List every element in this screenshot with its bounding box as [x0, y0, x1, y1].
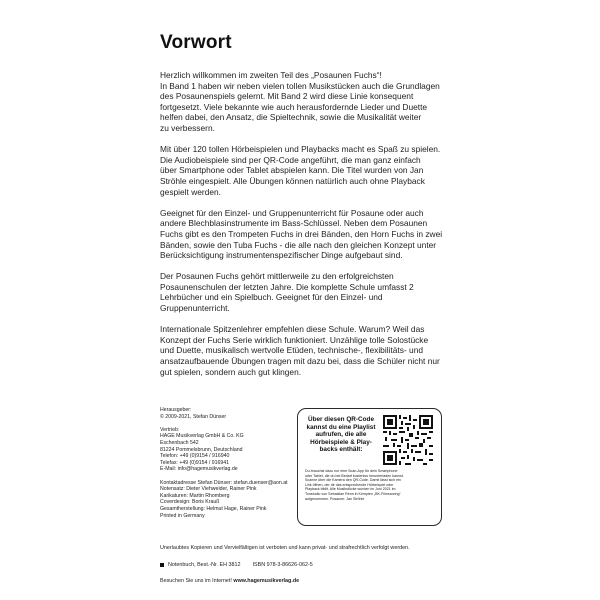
paragraph-welcome	[160, 70, 445, 134]
imprint-line: Telefon: +49 (0)9154 / 916940	[160, 453, 230, 460]
imprint-line: Vertrieb:	[160, 426, 180, 433]
qr-headline	[306, 416, 376, 454]
qr-text-line: oder Tablet, die du bei Bedarf kostenlos herunterladen kannst.	[305, 473, 404, 478]
qr-description	[305, 469, 433, 501]
text-line: Ströhle eingespielt. Alle Übungen können natürlich auch ohne Playback	[160, 175, 425, 186]
text-line: Lehrbücher und ein Spielbuch. Geeignet für den Einzel- und Gruppenunterricht.	[160, 292, 383, 314]
text-line: ansatzaufbauende Übungen tragen mit dazu bei, dass die Schüler nicht nur	[160, 356, 440, 367]
order-info	[160, 562, 450, 568]
imprint-line: Karikaturen: Martin Rhomberg	[160, 492, 230, 499]
qr-text-line: Scanne über die Kamera den QR-Code. Damit lässt sich ein	[305, 478, 401, 483]
text-line: zu verbessern.	[160, 122, 215, 133]
imprint-line: Notensatz: Dieter Viehweider, Rainer Pink	[160, 486, 257, 493]
imprint-line: 81224 Pommelsbrunn, Deutschland	[160, 446, 243, 453]
imprint-line: Eschenbach 542	[160, 439, 199, 446]
website-label: Besuchen Sie uns im Internet!	[160, 578, 234, 584]
paragraph-recommendation	[160, 324, 445, 377]
qr-text-line: Du brauchst dazu nur eine Scan-App für dein Smartphone	[305, 469, 398, 473]
text-line: des Posaunenspiels gelernt. Mit Band 2 wird diese Linie konsequent	[160, 91, 414, 102]
text-line: Internationale Spitzenlehrer empfehlen diese Schule. Warum? Weil das	[160, 324, 425, 335]
text-line: fortgesetzt. Viele bekannte wie auch herausfordernde Lieder und Duette	[160, 101, 428, 112]
text-line: über Smartphone oder Tablet abspielen kann. Die Titel wurden von Jan	[160, 165, 424, 176]
imprint-distribution	[160, 427, 295, 473]
qr-headline-line: Über diesen QR-Code	[307, 416, 375, 423]
imprint-line: © 2009-2021, Stefan Dünser	[160, 413, 227, 420]
copyright-notice: Unerlaubtes Kopieren und Vervielfältigen ist verboten und kann privat- und strafrechtlich verfolgt werden.	[160, 545, 410, 551]
imprint-line: Printed in Germany	[160, 512, 205, 519]
foreword-body	[160, 70, 445, 388]
text-line: Posaunenschulen der letzten Jahre. Die komplette Schule umfasst 2	[160, 281, 414, 292]
imprint-publisher	[160, 407, 295, 420]
paragraph-suitability	[160, 208, 445, 261]
qr-text-line: aufgenommen. Posaune: Jan Ströhle	[305, 496, 365, 501]
text-line: und Duette, musikalisch wertvolle Etüden, technische-, flexibilitäts- und	[160, 345, 424, 356]
imprint-line: Coverdesign: Boris Krauß	[160, 499, 220, 506]
isbn: ISBN 978-3-86626-062-5	[252, 562, 313, 568]
imprint-line: Telefax: +49 (0)9154 / 916941	[160, 459, 230, 466]
text-line: Berücksichtigung instrumentenspezifischer Dinge aufgebaut sind.	[160, 250, 403, 261]
website-line	[160, 578, 450, 584]
text-line: In Band 1 haben wir neben vielen tollen Musikstücken auch die Grundlagen	[160, 80, 440, 91]
imprint-credits	[160, 480, 295, 520]
text-line: andere Blechblasinstrumente im Bass-Schlüssel. Neben dem Posaunen	[160, 218, 428, 229]
paragraph-success	[160, 271, 445, 313]
text-line: Fuchs gibt es den Trompeten Fuchs in drei Bänden, den Horn Fuchs in zwei	[160, 228, 443, 239]
paragraph-audio	[160, 144, 445, 197]
imprint-line: Gesamtherstellung: Helmut Hage, Rainer Pink	[160, 505, 267, 512]
text-line: gespielt werden.	[160, 186, 221, 197]
text-line: Die Audiobeispiele sind per QR-Code angeführt, die man ganz einfach	[160, 154, 421, 165]
qr-headline-line: kannst du eine Playlist	[306, 423, 376, 431]
order-number: Notenbuch, Best.-Nr. EH 3812	[168, 562, 241, 568]
imprint-line: Herausgeber:	[160, 407, 192, 413]
qr-code-icon[interactable]	[383, 415, 433, 465]
imprint-contact: Kontaktadresse Stefan Dünser: stefan.duenser@aon.at	[160, 479, 288, 486]
qr-headline-line: Hörbeispiele & Play-	[310, 438, 372, 446]
qr-headline-line: aufrufen, die alle	[315, 431, 367, 439]
qr-text-line: Link öffnen, der dir das entsprechende Hörbeispiel oder	[305, 482, 394, 487]
website-link[interactable]: www.hagemusikverlag.de	[233, 578, 300, 584]
imprint	[160, 407, 295, 526]
qr-text-line: Tonstudio von Sebastian Renn in Kempten „BK-Filmscoring“	[305, 491, 401, 496]
text-line: Mit über 120 tollen Hörbeispielen und Playbacks macht es Spaß zu spielen.	[160, 144, 441, 155]
qr-headline-line: backs enthält:	[319, 446, 363, 454]
bullet-square-icon	[160, 563, 164, 567]
text-line: Geeignet für den Einzel- und Gruppenunterricht für Posaune oder auch	[160, 207, 424, 218]
page-title: Vorwort	[160, 32, 232, 53]
text-line: Herzlich willkommen im zweiten Teil des „Posaunen Fuchs“!	[160, 70, 382, 80]
imprint-email: E-Mail: info@hagemusikverlag.de	[160, 466, 238, 473]
playlist-qr-box	[297, 408, 442, 526]
text-line: Bänden, sowie den Tuba Fuchs - die alle nach den gleichen Konzept unter	[160, 239, 437, 250]
text-line: Konzept der Fuchs Serie wirklich funktioniert. Unzählige tolle Solostücke	[160, 334, 429, 345]
text-line: Der Posaunen Fuchs gehört mittlerweile zu den erfolgreichsten	[160, 271, 394, 282]
qr-text-line: Playback bildlt. Alle Musikstücke wurden im Juni 2021 im	[305, 487, 396, 492]
imprint-line: HAGE Musikverlag GmbH & Co. KG	[160, 433, 244, 440]
text-line: gut spielen, sondern auch gut klingen.	[160, 366, 302, 377]
text-line: helfen dabei, den Ansatz, die Spieltechnik, sowie die Musikalität weiter	[160, 112, 422, 123]
